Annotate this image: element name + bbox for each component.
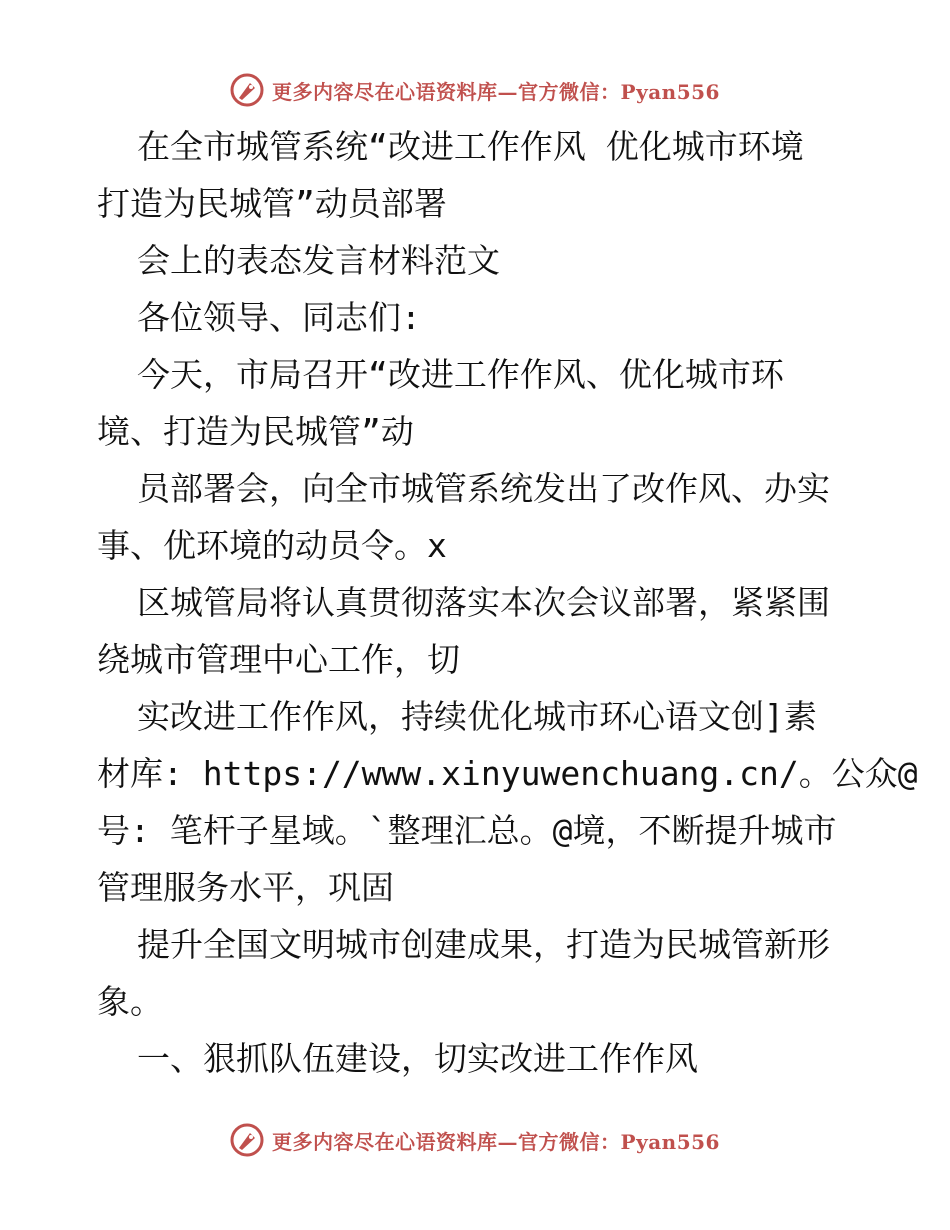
paragraph-line: 员部署会，向全市城管系统发出了改作风、办实 bbox=[137, 469, 830, 508]
paragraph-line: 象。 bbox=[97, 982, 163, 1021]
paragraph-line: 事、优环境的动员令。x bbox=[97, 526, 447, 565]
pen-nib-logo-icon bbox=[230, 73, 264, 107]
document-body bbox=[97, 118, 918, 1087]
pen-nib-logo-icon bbox=[230, 1123, 264, 1157]
title-line-1: 在全市城管系统“改进工作作风 优化城市环境 bbox=[137, 127, 804, 166]
paragraph-line: 实改进工作作风，持续优化城市环心语文创]素 bbox=[137, 697, 817, 736]
title-line-2: 打造为民城管”动员部署 bbox=[97, 184, 447, 223]
footer-banner-text: 更多内容尽在心语资料库—官方微信：Pyan556 bbox=[272, 1129, 720, 1154]
paragraph-line: 区城管局将认真贯彻落实本次会议部署，紧紧围 bbox=[137, 583, 830, 622]
paragraph-line: 今天，市局召开“改进工作作风、优化城市环 bbox=[137, 355, 784, 394]
header-banner-text: 更多内容尽在心语资料库—官方微信：Pyan556 bbox=[272, 79, 720, 104]
title-line-3: 会上的表态发言材料范文 bbox=[137, 241, 500, 280]
header-banner bbox=[0, 70, 950, 110]
paragraph-line: 绕城市管理中心工作，切 bbox=[97, 640, 460, 679]
paragraph-line: 提升全国文明城市创建成果，打造为民城管新形 bbox=[137, 925, 830, 964]
paragraph-line: 号: 笔杆子星域。`整理汇总。@境，不断提升城市 bbox=[97, 811, 837, 850]
paragraph-line: 境、打造为民城管”动 bbox=[97, 412, 414, 451]
footer-banner bbox=[0, 1120, 950, 1160]
paragraph-line: 管理服务水平，巩固 bbox=[97, 868, 394, 907]
section-heading: 一、狠抓队伍建设，切实改进工作作风 bbox=[137, 1039, 698, 1078]
paragraph-line: 材库: https://www.xinyuwenchuang.cn/。公众@ bbox=[97, 754, 918, 793]
salutation: 各位领导、同志们: bbox=[137, 298, 421, 337]
